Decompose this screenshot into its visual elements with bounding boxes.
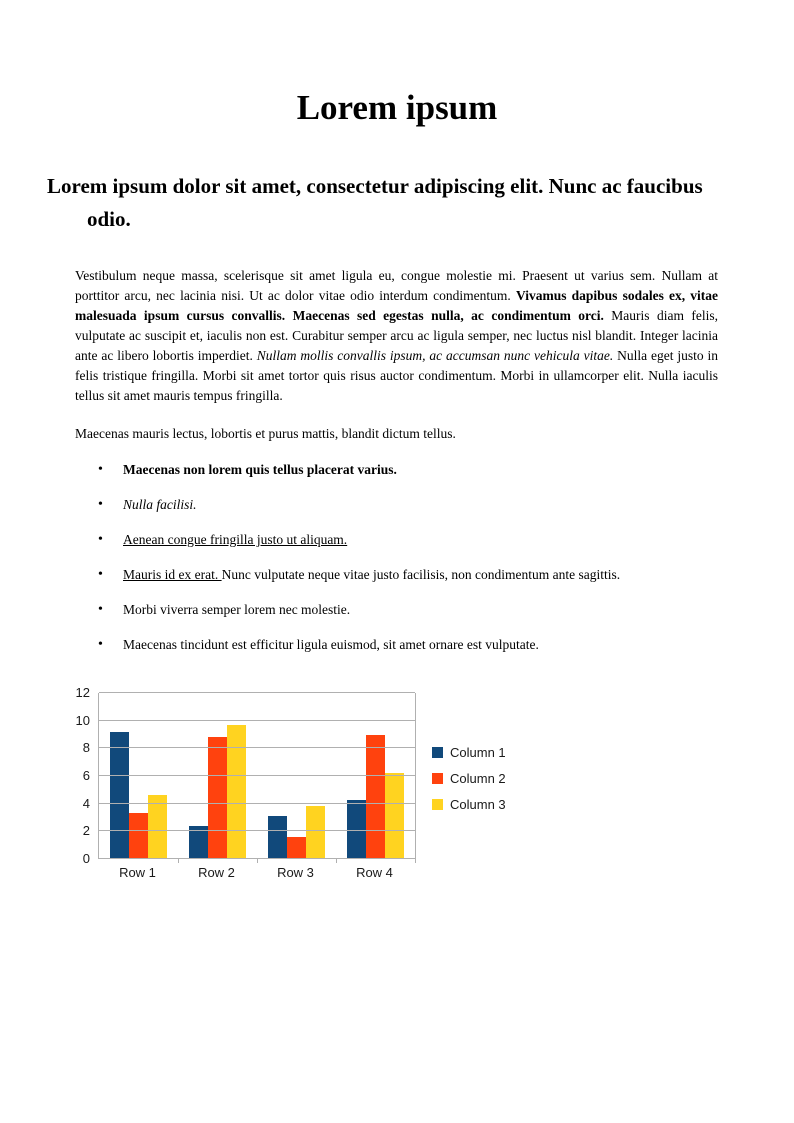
text-segment: Aenean congue fringilla justo ut aliquam. bbox=[123, 532, 348, 547]
bar-group-row-1 bbox=[99, 693, 178, 859]
gridline bbox=[99, 747, 415, 748]
bar-group-row-3 bbox=[257, 693, 336, 859]
x-axis-tick-mark bbox=[415, 859, 416, 863]
chart-legend bbox=[432, 745, 506, 823]
chart-x-axis-labels bbox=[98, 865, 414, 880]
x-axis-tick-label: Row 1 bbox=[119, 865, 156, 880]
chart-plot bbox=[98, 693, 416, 859]
x-axis-tick-label: Row 2 bbox=[198, 865, 235, 880]
bar-column-3-row-2 bbox=[227, 725, 246, 859]
x-axis-tick-label: Row 3 bbox=[277, 865, 314, 880]
bullet-list bbox=[0, 460, 718, 655]
legend-swatch-icon bbox=[432, 747, 443, 758]
gridline bbox=[99, 803, 415, 804]
y-axis-tick-label: 10 bbox=[75, 712, 90, 728]
x-axis-tick-mark bbox=[178, 859, 179, 863]
bar-group-row-2 bbox=[178, 693, 257, 859]
gridline bbox=[99, 775, 415, 776]
y-axis-tick-label: 2 bbox=[82, 823, 90, 839]
bar-column-2-row-1 bbox=[129, 813, 148, 859]
bullet-item-1 bbox=[98, 460, 718, 480]
y-axis-tick-label: 8 bbox=[82, 740, 90, 756]
legend-item bbox=[432, 745, 506, 760]
text-segment: Mauris id ex erat. bbox=[123, 567, 222, 582]
bar-column-1-row-4 bbox=[347, 800, 366, 859]
legend-item bbox=[432, 771, 506, 786]
bar-column-1-row-3 bbox=[268, 816, 287, 859]
chart-bars bbox=[99, 693, 415, 859]
body-paragraph-2: Maecenas mauris lectus, lobortis et purus mattis, blandit dictum tellus. bbox=[75, 426, 456, 441]
gridline bbox=[99, 692, 415, 693]
y-axis-tick-label: 12 bbox=[75, 685, 90, 700]
text-segment: Vivamus dapibus sodales ex, vitae malesuada ipsum cursus convallis. Maecenas sed egestas nulla, ac condimentum orci. bbox=[75, 288, 719, 323]
x-axis-tick-mark bbox=[336, 859, 337, 863]
body-paragraph-1 bbox=[75, 266, 718, 406]
legend-item bbox=[432, 797, 506, 812]
legend-swatch-icon bbox=[432, 773, 443, 784]
y-axis-tick-label: 6 bbox=[82, 768, 90, 783]
text-segment: Mauris diam felis, vulputate ac suscipit et, iaculis non est. Curabitur semper arcu ac ligula semper, nec luctus nisl blandit. Integer lacinia ante ac libero lobortis imperdiet. bbox=[75, 308, 719, 363]
text-segment: Maecenas tincidunt est efficitur ligula euismod, sit amet ornare est vulputate. bbox=[123, 637, 539, 652]
bar-column-2-row-3 bbox=[287, 837, 306, 859]
text-segment: Maecenas non lorem quis tellus placerat varius. bbox=[123, 462, 397, 477]
chart bbox=[58, 683, 678, 898]
bullet-item-5 bbox=[98, 600, 718, 620]
legend-swatch-icon bbox=[432, 799, 443, 810]
legend-label: Column 2 bbox=[450, 771, 506, 786]
bullet-item-4 bbox=[98, 565, 718, 585]
legend-label: Column 1 bbox=[450, 745, 506, 760]
text-segment: Vestibulum neque massa, scelerisque sit amet ligula eu, congue molestie mi. Praesent ut varius sem. Nullam at porttitor arcu, nec lacinia nisi. Ut ac dolor vitae odio interdum condimentum. bbox=[75, 268, 718, 303]
gridline bbox=[99, 720, 415, 721]
text-segment: Nunc vulputate neque vitae justo facilisis, non condimentum ante sagittis. bbox=[221, 567, 621, 582]
bullet-item-6 bbox=[98, 635, 718, 655]
bar-column-3-row-1 bbox=[148, 795, 167, 859]
x-axis-tick-mark bbox=[257, 859, 258, 863]
text-segment: Nullam mollis convallis ipsum, ac accumsan nunc vehicula vitae. bbox=[256, 348, 614, 363]
bullet-item-3 bbox=[98, 530, 718, 550]
legend-label: Column 3 bbox=[450, 797, 506, 812]
bar-group-row-4 bbox=[336, 693, 415, 859]
bar-column-3-row-4 bbox=[385, 773, 404, 859]
text-segment: Nulla eget justo in felis tristique fringilla. Morbi sit amet tortor quis risus auctor condimentum. Morbi in ullamcorper elit. Nulla iaculis tellus sit amet mauris tempus fringilla. bbox=[75, 348, 718, 403]
text-segment: Morbi viverra semper lorem nec molestie. bbox=[123, 602, 351, 617]
y-axis-tick-label: 0 bbox=[82, 851, 90, 866]
bar-column-3-row-3 bbox=[306, 806, 325, 859]
bar-column-1-row-1 bbox=[110, 732, 129, 859]
bar-column-2-row-2 bbox=[208, 737, 227, 859]
bar-column-2-row-4 bbox=[366, 735, 385, 860]
gridline bbox=[99, 830, 415, 831]
text-segment: Nulla facilisi. bbox=[123, 497, 197, 512]
bullet-item-2 bbox=[98, 495, 718, 515]
x-axis-tick-label: Row 4 bbox=[356, 865, 393, 880]
document-heading: Lorem ipsum dolor sit amet, consectetur adipiscing elit. Nunc ac faucibus odio. bbox=[47, 174, 703, 231]
document-title: Lorem ipsum bbox=[296, 88, 498, 127]
y-axis-tick-label: 4 bbox=[82, 795, 90, 811]
